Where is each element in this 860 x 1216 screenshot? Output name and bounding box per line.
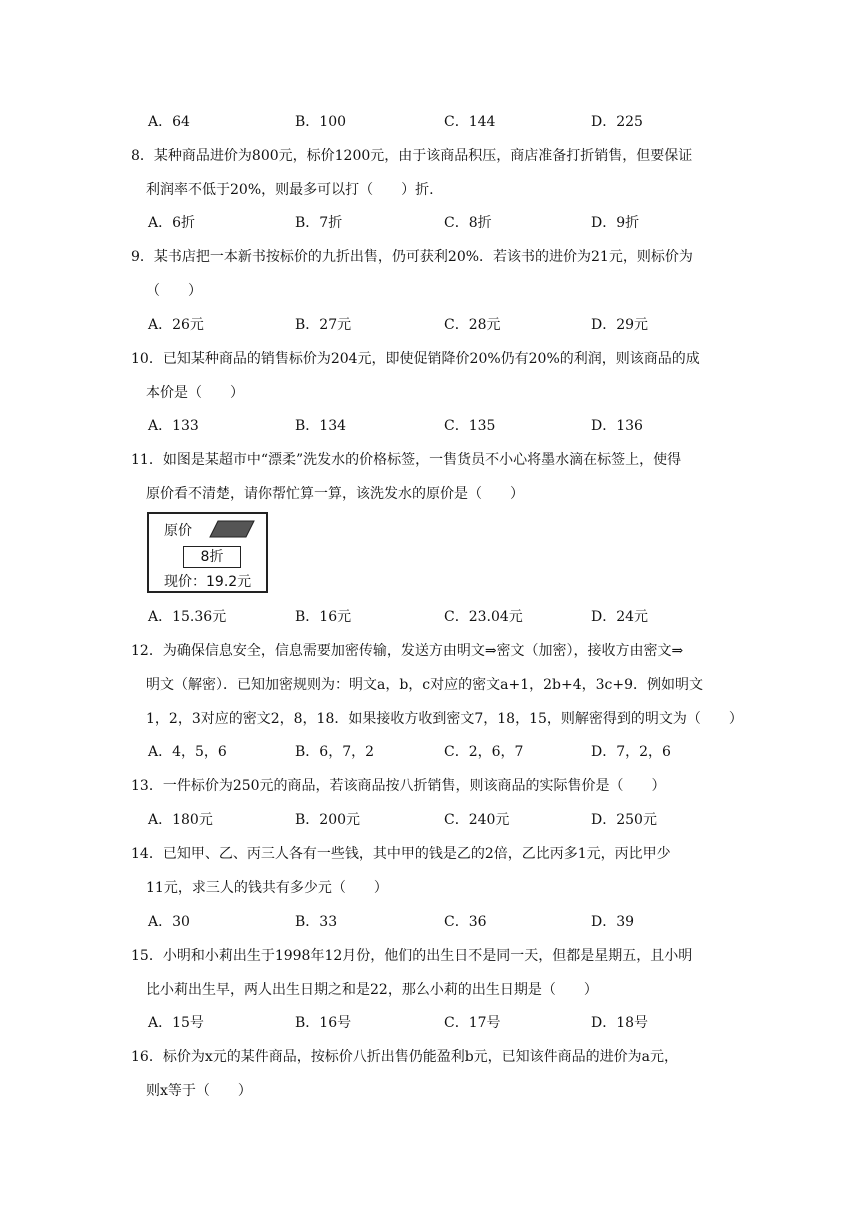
q13-options [148, 810, 728, 830]
current-price-label: 现价：19.2元 [164, 574, 252, 590]
q8-text-line2: 利润率不低于20%，则最多可以打（ ）折. [146, 182, 434, 198]
q8-text-line1: 8．某种商品进价为800元，标价1200元，由于该商品积压，商店准备打折销售，但要保证 [131, 148, 693, 164]
q9-text-line2: （ ） [146, 283, 202, 299]
q12-option-a[interactable]: A．4，5，6 [148, 744, 227, 760]
q9-text-line1: 9．某书店把一本新书按标价的九折出售，仍可获利20%．若该书的进价为21元，则标价为 [131, 249, 693, 265]
q14-option-b[interactable]: B．33 [295, 914, 338, 930]
original-price-label: 原价 [164, 523, 192, 539]
q11-option-d[interactable]: D．24元 [591, 609, 649, 625]
q15-text-line1: 15．小明和小莉出生于1998年12月份，他们的出生日不是同一天，但都是星期五，且小明 [131, 948, 693, 964]
q12-option-c[interactable]: C．2，6，7 [444, 744, 524, 760]
q14-options [148, 912, 728, 932]
q13-option-a[interactable]: A．180元 [148, 812, 213, 828]
q9-option-a[interactable]: A．26元 [148, 317, 204, 333]
q10-option-c[interactable]: C．135 [444, 418, 496, 434]
q10-text-line1: 10．已知某种商品的销售标价为204元，即使促销降价20%仍有20%的利润，则该商品的成 [131, 351, 700, 367]
q8-option-a[interactable]: A．6折 [148, 215, 196, 231]
q11-option-a[interactable]: A．15.36元 [148, 609, 227, 625]
q15-text-line2: 比小莉出生早，两人出生日期之和是22，那么小莉的出生日期是（ ） [146, 982, 598, 998]
q8-option-b[interactable]: B．7折 [295, 215, 343, 231]
q13-option-b[interactable]: B．200元 [295, 812, 361, 828]
q8-option-c[interactable]: C．8折 [444, 215, 492, 231]
q9-option-d[interactable]: D．29元 [591, 317, 649, 333]
q10-option-b[interactable]: B．134 [295, 418, 347, 434]
q12-text-line3: 1，2，3对应的密文2，8，18．如果接收方收到密文7，18，15，则解密得到的明文为（ ） [146, 711, 743, 727]
q7-option-d[interactable]: D．225 [591, 114, 643, 130]
q11-text-line2: 原价看不清楚，请你帮忙算一算，该洗发水的原价是（ ） [146, 486, 524, 502]
q10-option-a[interactable]: A．133 [148, 418, 199, 434]
q9-option-b[interactable]: B．27元 [295, 317, 352, 333]
q15-option-c[interactable]: C．17号 [444, 1015, 501, 1031]
q14-option-a[interactable]: A．30 [148, 914, 190, 930]
q10-text-line2: 本价是（ ） [146, 385, 244, 401]
q8-options [148, 213, 728, 233]
q11-text-line1: 11．如图是某超市中“漂柔”洗发水的价格标签，一售货员不小心将墨水滴在标签上，使得 [131, 452, 682, 468]
discount-box: 8折 [183, 546, 241, 568]
q7-options [148, 112, 728, 132]
q12-option-b[interactable]: B．6，7，2 [295, 744, 375, 760]
q15-option-b[interactable]: B．16号 [295, 1015, 352, 1031]
q14-text-line2: 11元，求三人的钱共有多少元（ ） [146, 880, 388, 896]
q10-options [148, 416, 728, 436]
q15-option-a[interactable]: A．15号 [148, 1015, 204, 1031]
q13-text-line1: 13．一件标价为250元的商品，若该商品按八折销售，则该商品的实际售价是（ ） [131, 778, 666, 794]
q10-option-d[interactable]: D．136 [591, 418, 643, 434]
q9-option-c[interactable]: C．28元 [444, 317, 501, 333]
q15-option-d[interactable]: D．18号 [591, 1015, 649, 1031]
q7-option-b[interactable]: B．100 [295, 114, 347, 130]
q16-text-line2: 则x等于（ ） [146, 1083, 252, 1099]
q7-option-c[interactable]: C．144 [444, 114, 496, 130]
q14-text-line1: 14．已知甲、乙、丙三人各有一些钱，其中甲的钱是乙的2倍，乙比丙多1元，丙比甲少 [131, 846, 671, 862]
q11-option-c[interactable]: C．23.04元 [444, 609, 523, 625]
q8-option-d[interactable]: D．9折 [591, 215, 640, 231]
q11-option-b[interactable]: B．16元 [295, 609, 352, 625]
q9-options [148, 315, 728, 335]
q12-text-line2: 明文（解密）．已知加密规则为：明文a，b，c对应的密文a+1，2b+4，3c+9．例如明文 [146, 677, 704, 693]
q12-options [148, 742, 728, 762]
q11-options [148, 607, 728, 627]
q15-options [148, 1013, 728, 1033]
q12-text-line1: 12．为确保信息安全，信息需要加密传输，发送方由明文⇒密文（加密），接收方由密文⇒ [131, 643, 684, 659]
q7-option-a[interactable]: A．64 [148, 114, 190, 130]
q14-option-c[interactable]: C．36 [444, 914, 487, 930]
price-tag-figure [147, 512, 268, 593]
q13-option-c[interactable]: C．240元 [444, 812, 510, 828]
ink-blot-icon [209, 520, 255, 538]
q12-option-d[interactable]: D．7，2，6 [591, 744, 671, 760]
q14-option-d[interactable]: D．39 [591, 914, 635, 930]
q16-text-line1: 16．标价为x元的某件商品，按标价八折出售仍能盈利b元，已知该件商品的进价为a元， [131, 1049, 679, 1065]
q13-option-d[interactable]: D．250元 [591, 812, 657, 828]
